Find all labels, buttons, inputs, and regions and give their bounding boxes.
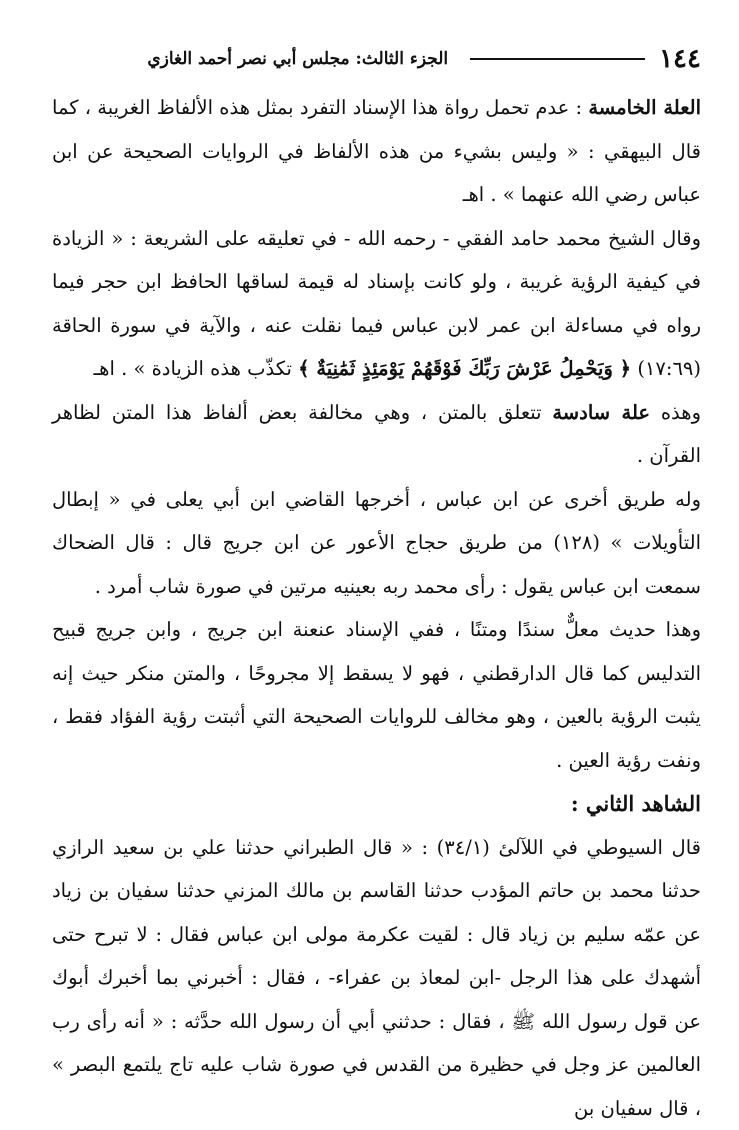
paragraph-faqi-comment	[52, 217, 701, 391]
paragraph-other-route	[52, 478, 701, 609]
paragraph-text: قال السيوطي في اللآلئ (٣٤/١) : « قال الطبراني حدثنا علي بن سعيد الرازي حدثنا محمد بن حاتم المؤدب حدثنا القاسم بن مالك المزني حدثنا سفيان بن زياد عن عمّه سليم بن زياد قال : لقيت عكرمة مولى ابن عباس فقال : لا تبرح حتى أشهدك على هذا الرجل -ابن لمعاذ بن عفراء- ، فقال : أخبرني بما أخبرك أبوك عن قول رسول الله ﷺ ، فقال : حدثني أبي أن رسول الله حدَّثه : « أنه رأى رب العالمين عز وجل في حظيرة من القدس في صورة شاب عليه تاج يلتمع البصر » ، قال سفيان بن	[52, 836, 701, 1120]
paragraph-text: تتعلق بالمتن ، وهي مخالفة بعض ألفاظ هذا المتن لظاهر القرآن .	[52, 401, 701, 468]
page-header	[52, 40, 701, 78]
paragraph-hadith-analysis	[52, 608, 701, 782]
paragraph-bold-mid: علة سادسة	[552, 401, 650, 424]
paragraph-sixth-defect	[52, 391, 701, 478]
paragraph-text: وهذا حديث معلٌّ سندًا ومتنًا ، ففي الإسناد عنعنة ابن جريج ، وابن جريج قبيح التدليس كما قال الدارقطني ، فهو لا يسقط إلا مجروحًا ، والمتن منكر حيث إنه يثبت الرؤية بالعين ، وهو مخالف للروايات الصحيحة التي أثبتت رؤية الفؤاد فقط ، ونفت رؤية العين .	[52, 618, 701, 772]
paragraph-text: وقال الشيخ محمد حامد الفقي - رحمه الله - في تعليقه على الشريعة : « الزيادة في كيفية الرؤية غريبة ، ولو كانت بإسناد له قيمة لساقها الحافظ ابن حجر فيما رواه في مساءلة ابن عمر لابن عباس فيما نقلت عنه ، والآية في سورة الحاقة (١٧:٦٩)	[52, 227, 701, 381]
section-heading: الشاهد الثاني :	[52, 782, 701, 826]
quran-verse: ﴿ وَيَحْمِلُ عَرْشَ رَبِّكَ فَوْقَهُمْ يَوْمَئِذٍ ثَمَٰنِيَةٌ ﴾	[298, 357, 631, 380]
header-rule	[470, 58, 645, 60]
paragraph-text: وله طريق أخرى عن ابن عباس ، أخرجها القاضي ابن أبي يعلى في « إبطال التأويلات » (١٢٨) من طريق حجاج الأعور عن ابن جريج قال : قال الضحاك سمعت ابن عباس يقول : رأى محمد ربه بعينيه مرتين في صورة شاب أمرد .	[52, 488, 701, 598]
paragraph-lead: العلة الخامسة	[588, 96, 701, 119]
paragraph-text: : عدم تحمل رواة هذا الإسناد التفرد بمثل هذه الألفاظ الغريبة ، كما قال البيهقي : « وليس بشيء من هذه الألفاظ في الروايات الصحيحة عن ابن عباس رضي الله عنهما » . اهـ	[52, 96, 701, 206]
page-body	[52, 86, 701, 1130]
page-number: ١٤٤	[659, 44, 701, 74]
paragraph-suyuti	[52, 826, 701, 1130]
paragraph-text-after-verse: تكذّب هذه الزيادة » . اهـ	[93, 357, 291, 380]
paragraph-pre: وهذه	[661, 401, 701, 424]
paragraph-fifth-defect	[52, 86, 701, 217]
running-title: الجزء الثالث: مجلس أبي نصر أحمد الغازي	[147, 49, 448, 69]
